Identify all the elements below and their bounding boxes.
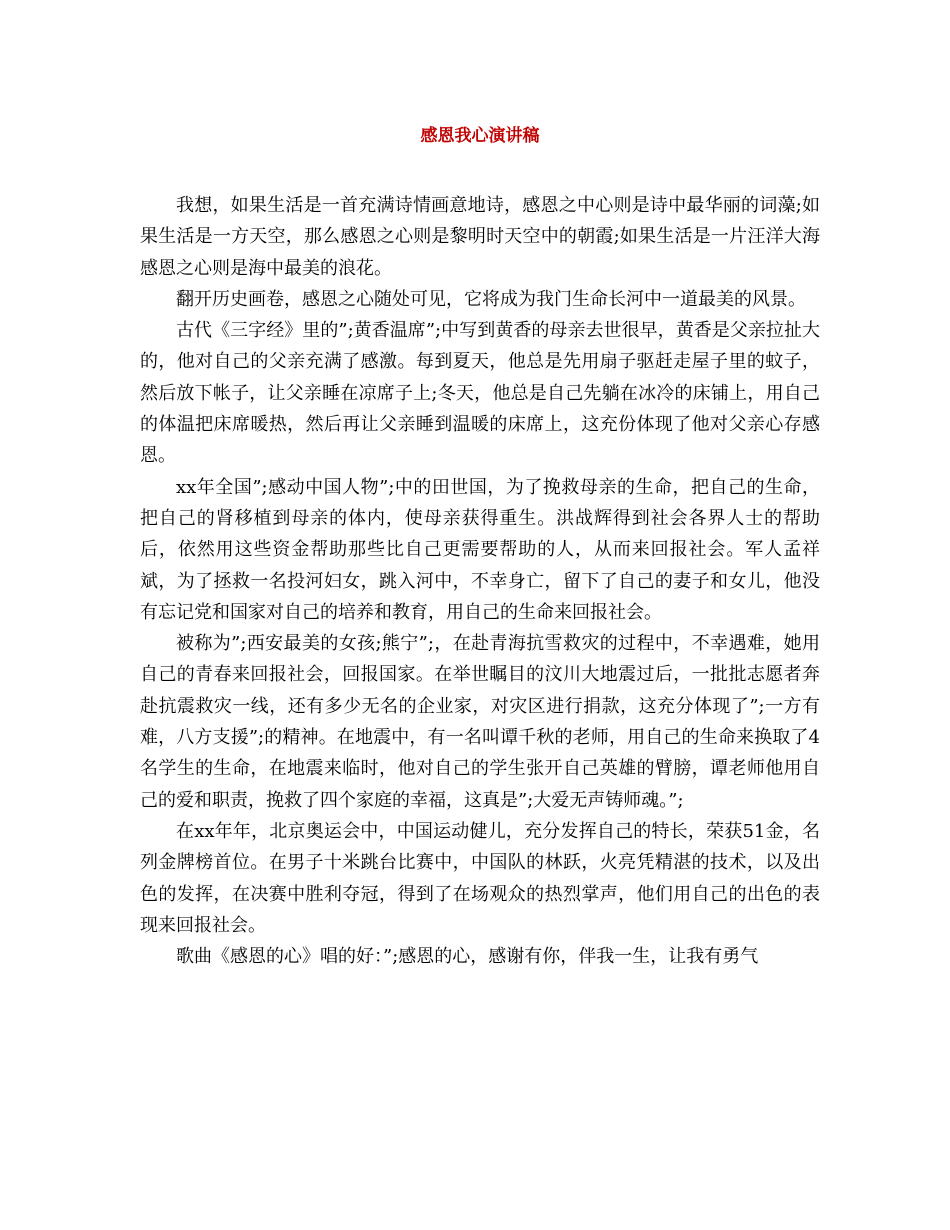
document-title: 感恩我心演讲稿 (420, 126, 540, 146)
paragraph-5: 被称为”;西安最美的女孩;熊宁”;，在赴青海抗雪救灾的过程中，不幸遇难，她用自己的青春来回报社会，回报国家。在举世瞩目的汶川大地震过后，一批批志愿者奔赴抗震救灾一线，还有多少无名的企业家，对灾区进行捐款，这充分体现了”;一方有难，八方支援”;的精神。在地震中，有一名叫谭千秋的老师，用自己的生命来换取了4名学生的生命，在地震来临时，他对自己的学生张开自己英雄的臂膀，谭老师他用自己的爱和职责，挽救了四个家庭的幸福，这真是”;大爱无声铸师魂。”; (140, 633, 820, 811)
paragraph-1: 我想，如果生活是一首充满诗情画意地诗，感恩之中心则是诗中最华丽的词藻;如果生活是一方天空，那么感恩之心则是黎明时天空中的朝霞;如果生活是一片汪洋大海感恩之心则是海中最美的浪花。 (140, 195, 820, 279)
paragraph-3: 古代《三字经》里的”;黄香温席”;中写到黄香的母亲去世很早，黄香是父亲拉扯大的，他对自己的父亲充满了感激。每到夏天，他总是先用扇子驱赶走屋子里的蚊子，然后放下帐子，让父亲睡在凉席子上;冬天，他总是自己先躺在冰冷的床铺上，用自己的体温把床席暖热，然后再让父亲睡到温暖的床席上，这充份体现了他对父亲心存感恩。 (140, 320, 820, 467)
paragraph-4: xx年全国”;感动中国人物”;中的田世国，为了挽救母亲的生命，把自己的生命，把自己的肾移植到母亲的体内，使母亲获得重生。洪战辉得到社会各界人士的帮助后，依然用这些资金帮助那些比自己更需要帮助的人，从而来回报社会。军人孟祥斌，为了拯救一名投河妇女，跳入河中，不幸身亡，留下了自己的妻子和女儿，他没有忘记党和国家对自己的培养和教育，用自己的生命来回报社会。 (140, 476, 820, 623)
paragraph-7: 歌曲《感恩的心》唱的好：”;感恩的心，感谢有你，伴我一生，让我有勇气 (176, 946, 759, 968)
paragraph-2: 翻开历史画卷，感恩之心随处可见，它将成为我门生命长河中一道最美的风景。 (176, 288, 806, 310)
paragraph-6: 在xx年年，北京奥运会中，中国运动健儿，充分发挥自己的特长，荣获51金，名列金牌榜首位。在男子十米跳台比赛中，中国队的林跃，火亮凭精湛的技术，以及出色的发挥，在决赛中胜利夺冠，得到了在场观众的热烈掌声，他们用自己的出色的表现来回报社会。 (140, 820, 820, 936)
document-page (140, 122, 820, 972)
